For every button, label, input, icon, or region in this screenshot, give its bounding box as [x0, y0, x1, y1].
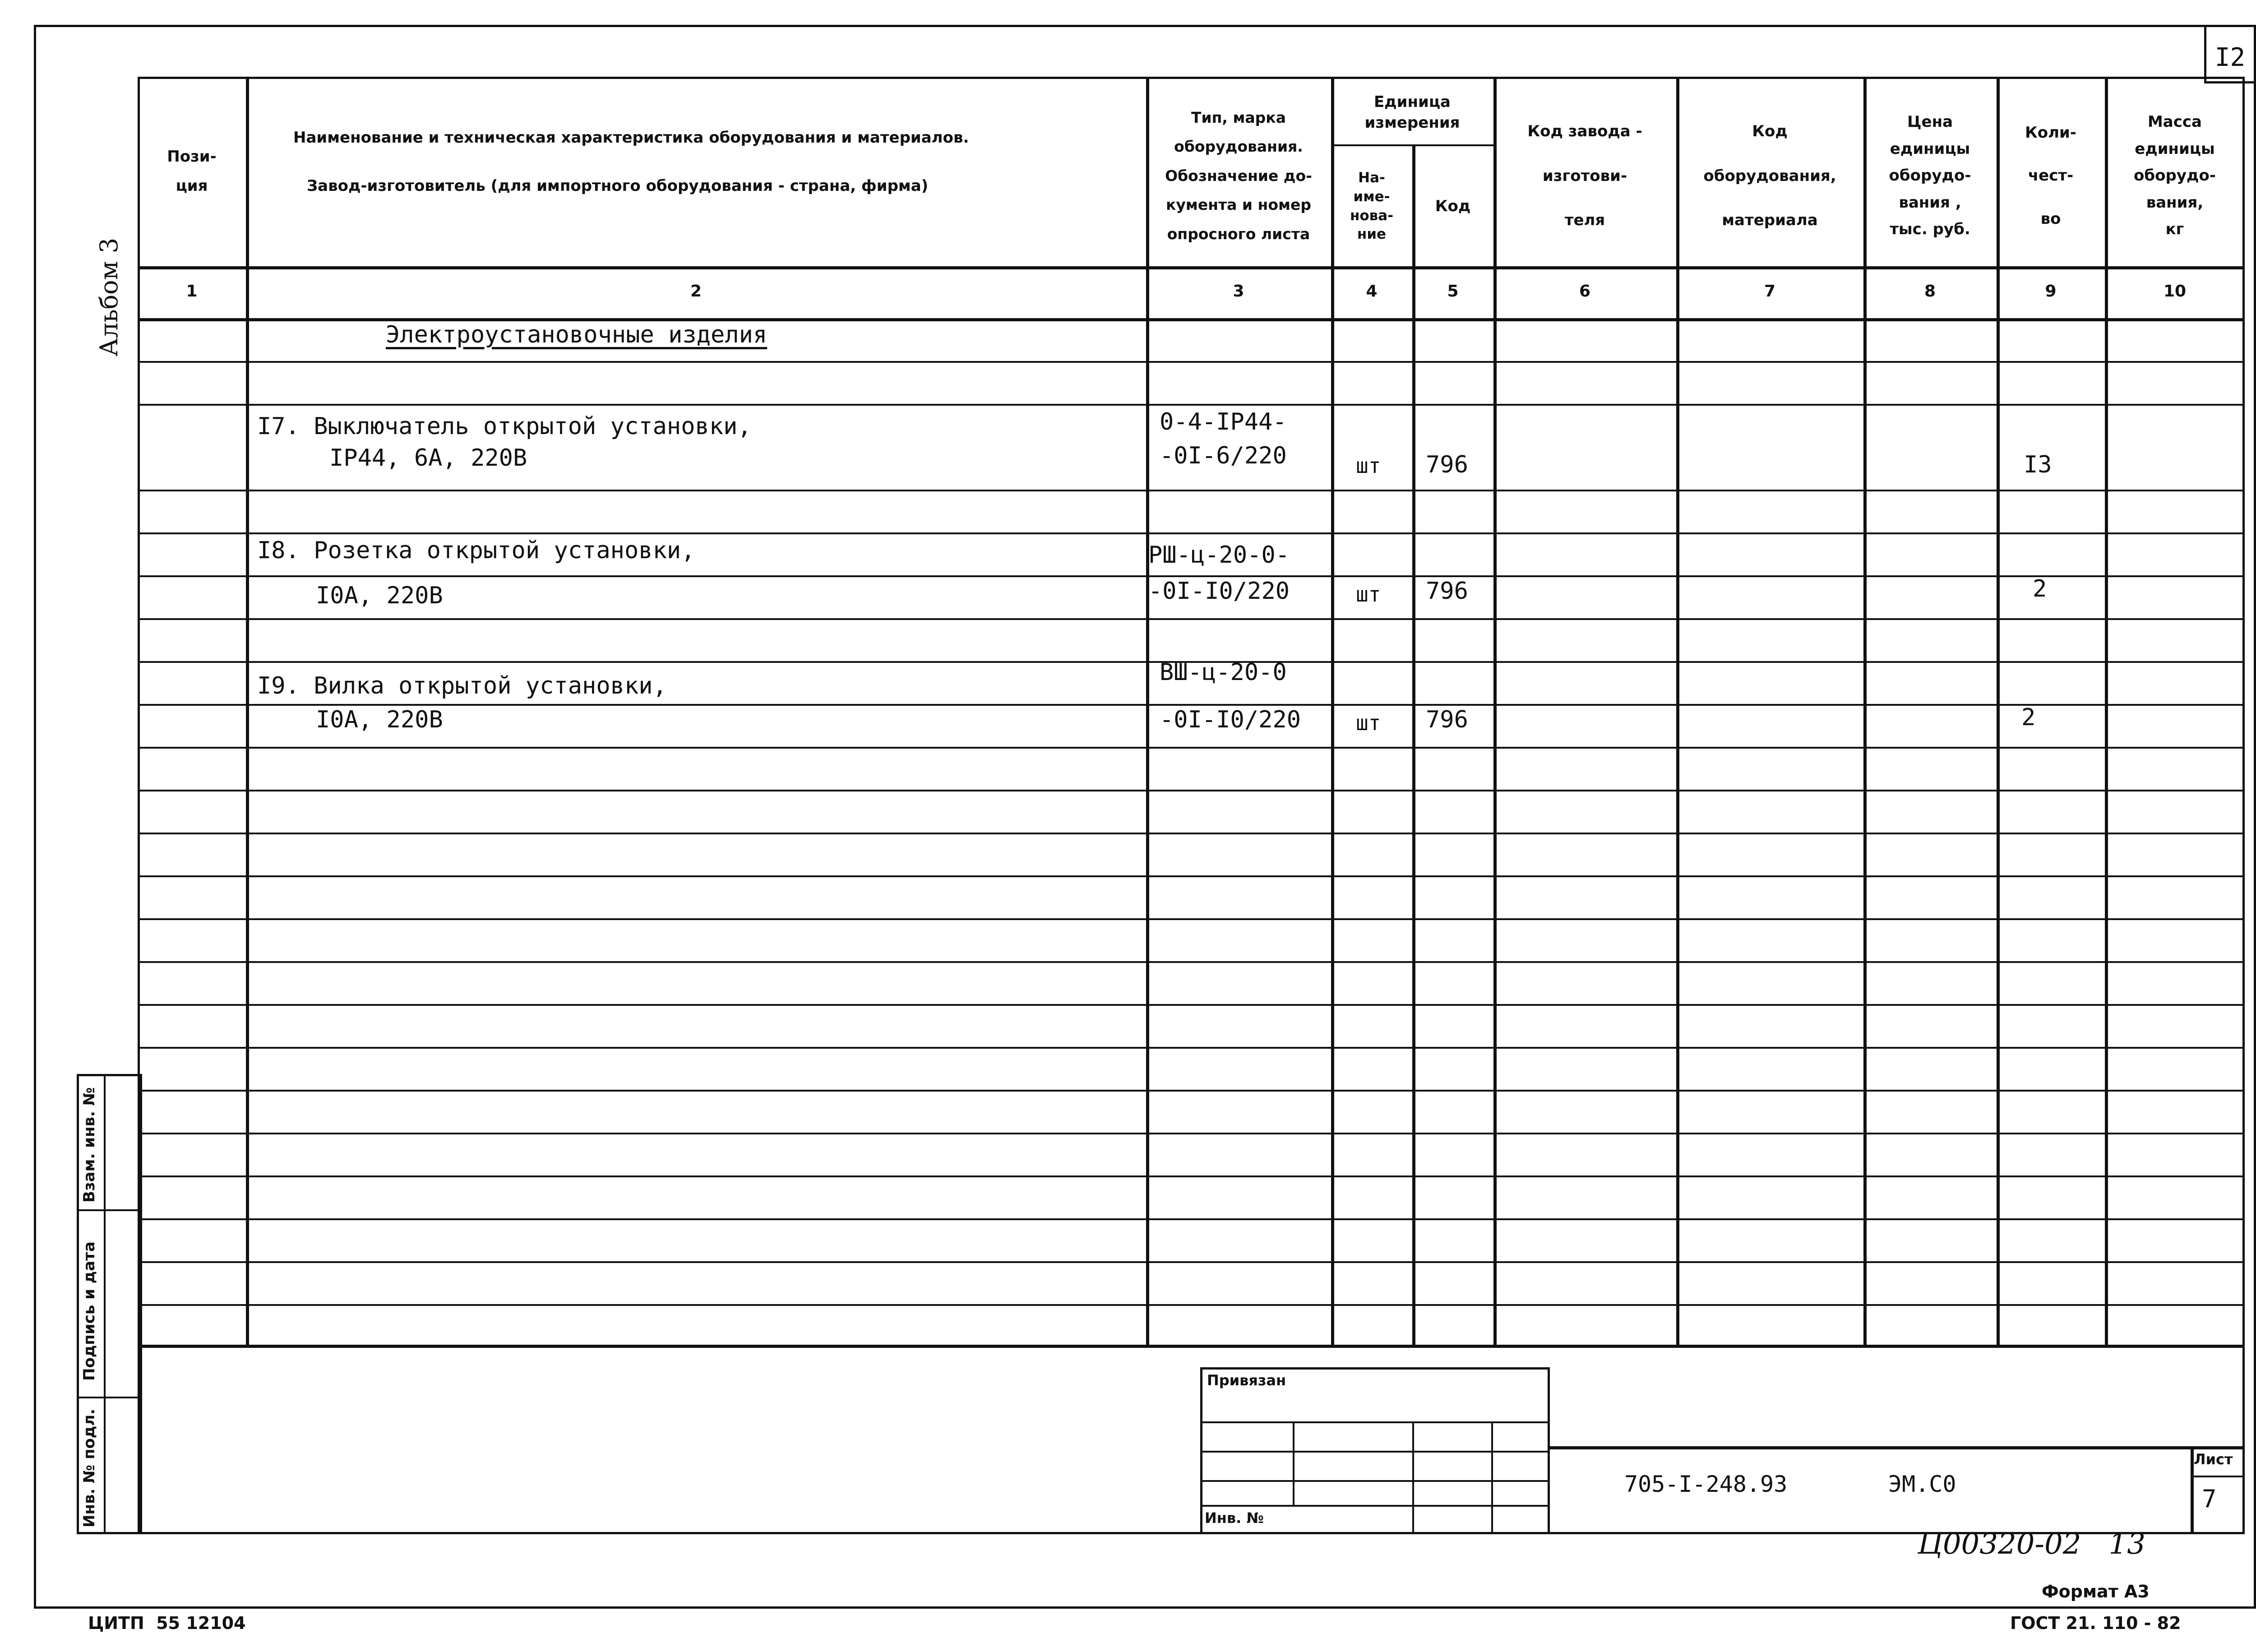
item-unit: шт	[1356, 711, 1381, 735]
row-line	[138, 1004, 2245, 1006]
row-line	[138, 1133, 2245, 1134]
handwritten-note: Ц00320-02 13	[1918, 1527, 2145, 1561]
header-col2-line2: Завод-изготовитель (для импортного оборудования - страна, фирма)	[307, 177, 929, 195]
footer-right: ГОСТ 21. 110 - 82	[2010, 1613, 2181, 1633]
item-name-line2: I0А, 220В	[316, 706, 443, 733]
colnum-6: 6	[1579, 282, 1591, 301]
item-qty: I3	[2024, 451, 2052, 478]
list-box-divider	[2191, 1476, 2245, 1477]
list-number: 7	[2202, 1485, 2217, 1513]
side-stamp-divider	[77, 1209, 142, 1211]
row-line	[138, 532, 2245, 534]
doc-code: 705-I-248.93	[1624, 1471, 1788, 1497]
item-type-line2: -0I-6/220	[1160, 442, 1287, 469]
item-type-line1: ВШ-ц-20-0	[1160, 659, 1287, 686]
row-line	[138, 790, 2245, 791]
col-line	[1863, 77, 1867, 1345]
item-qty: 2	[2033, 575, 2047, 602]
header-col5: Код	[1435, 197, 1471, 216]
inv-no-label: Инв. №	[1205, 1509, 1264, 1527]
colnum-5: 5	[1447, 282, 1459, 301]
row-line	[138, 961, 2245, 963]
colnum-8: 8	[1924, 282, 1936, 301]
header-col2-line1: Наименование и техническая характеристика оборудования и материалов.	[293, 129, 969, 147]
colnum-bottom-line	[138, 318, 2245, 321]
item-name-line2: I0А, 220В	[316, 582, 443, 609]
colnum-2: 2	[690, 282, 702, 301]
colnum-9: 9	[2045, 282, 2057, 301]
row-line	[138, 704, 2245, 706]
col-line	[1412, 144, 1415, 1345]
privyazan-line	[1200, 1505, 1550, 1507]
header-col1: Пози- ция	[167, 148, 217, 195]
side-stamp-divider	[77, 1397, 142, 1398]
col-line	[1493, 77, 1497, 1345]
item-code: 796	[1426, 578, 1468, 605]
colnum-7: 7	[1764, 282, 1776, 301]
format-label: Формат А3	[2042, 1582, 2150, 1601]
item-name-line1: I7. Выключатель открытой установки,	[257, 413, 752, 440]
footer-left: ЦИТП 55 12104	[88, 1613, 246, 1633]
col-line	[1146, 77, 1149, 1345]
body-bottom-line	[138, 1345, 2245, 1348]
row-line	[138, 875, 2245, 877]
item-type-line1: 0-4-IP44-	[1160, 408, 1287, 435]
row-line	[138, 490, 2245, 491]
header-col6: Код завода - изготови- теля	[1527, 122, 1642, 230]
item-name-line1: I8. Розетка открытой установки,	[257, 537, 695, 564]
privyazan-line	[1200, 1451, 1550, 1453]
item-type-line2: -0I-I0/220	[1148, 578, 1290, 605]
item-unit: шт	[1356, 453, 1381, 478]
row-line	[138, 1175, 2245, 1177]
col-line	[1997, 77, 2000, 1345]
item-name-line1: I9. Вилка открытой установки,	[257, 672, 667, 699]
col-line	[1331, 77, 1334, 1345]
item-code: 796	[1426, 706, 1468, 733]
privyazan-col	[1412, 1421, 1414, 1534]
row-line	[138, 1304, 2245, 1306]
row-line	[138, 1090, 2245, 1092]
side-stamp-inv-podl: Инв. № подл.	[80, 1408, 98, 1527]
row-line	[138, 747, 2245, 749]
row-line	[138, 404, 2245, 406]
privyazan-line	[1200, 1421, 1550, 1423]
row-line	[138, 575, 2245, 577]
item-unit: шт	[1356, 582, 1381, 606]
row-line	[138, 1218, 2245, 1220]
colnum-3: 3	[1233, 282, 1244, 301]
item-qty: 2	[2021, 704, 2036, 731]
row-line	[138, 833, 2245, 834]
privyazan-col	[1293, 1421, 1294, 1505]
header-col7: Код оборудования, материала	[1703, 122, 1836, 230]
row-line	[138, 1261, 2245, 1263]
item-type-line1: РШ-ц-20-0-	[1148, 541, 1290, 569]
row-line	[138, 918, 2245, 920]
privyazan-line	[1200, 1480, 1550, 1482]
row-line	[138, 361, 2245, 363]
header-bottom-line	[138, 266, 2245, 269]
side-stamp-divider	[104, 1074, 106, 1534]
row-line	[138, 1047, 2245, 1049]
col-line	[2105, 77, 2108, 1345]
section-title: Электроустановочные изделия	[386, 321, 767, 348]
header-col4: На- име- нова- ние	[1350, 169, 1394, 243]
colnum-4: 4	[1366, 282, 1378, 301]
colnum-10: 10	[2163, 282, 2187, 301]
album-label: Альбом 3	[95, 237, 123, 356]
side-stamp-podpis: Подпись и дата	[80, 1241, 98, 1381]
header-col10: Масса единицы оборудо- вания, кг	[2134, 113, 2216, 239]
header-unit-group: Единица измерения	[1364, 93, 1460, 132]
privyazan-col	[1491, 1421, 1493, 1534]
header-col9: Коли- чест- во	[2025, 124, 2076, 228]
col-line	[246, 77, 249, 1345]
row-line	[138, 618, 2245, 620]
privyazan-label: Привязан	[1207, 1372, 1286, 1389]
col-line	[1676, 77, 1679, 1345]
list-label: Лист	[2194, 1451, 2233, 1468]
doc-mark: ЭМ.С0	[1888, 1471, 1956, 1497]
header-col3: Тип, марка оборудования. Обозначение до- кумента и номер опросного листа	[1165, 109, 1312, 243]
header-col8: Цена единицы оборудо- вания , тыс. руб.	[1889, 113, 1971, 239]
side-stamp-vzam: Взам. инв. №	[80, 1087, 98, 1203]
colnum-1: 1	[186, 282, 198, 301]
list-box-divider	[2191, 1446, 2194, 1534]
item-code: 796	[1426, 451, 1468, 478]
corner-sheet-number: I2	[2214, 43, 2246, 72]
item-type-line2: -0I-I0/220	[1160, 706, 1301, 733]
title-block-top	[1550, 1446, 2245, 1449]
item-name-line2: IP44, 6А, 220В	[329, 444, 527, 472]
